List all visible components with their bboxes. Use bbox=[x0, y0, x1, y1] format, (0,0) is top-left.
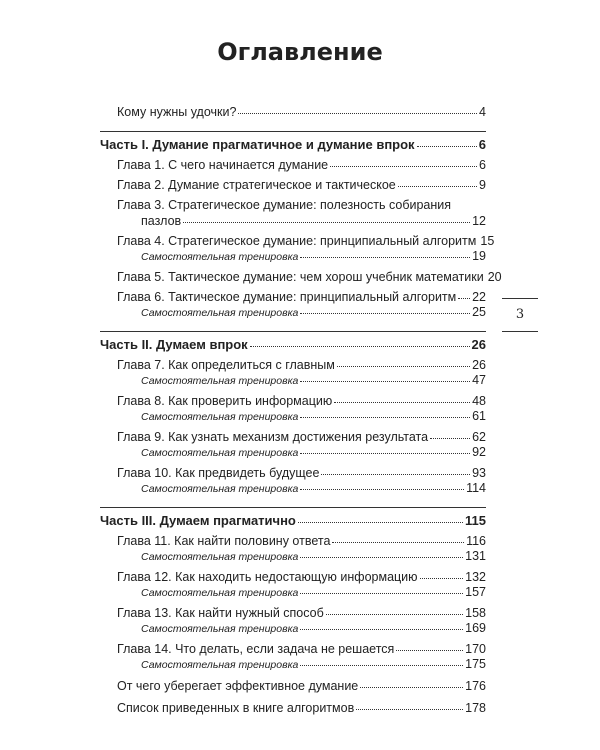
toc-chapter-text: Глава 14. Что делать, если задача не решается bbox=[117, 642, 395, 656]
toc-chapter-cont-text: пазлов bbox=[141, 214, 182, 228]
leader-dots bbox=[300, 312, 470, 314]
toc-training-text: Самостоятельная тренировка bbox=[141, 623, 299, 635]
toc-chapter-text: Глава 9. Как узнать механизм достижения результата bbox=[117, 430, 429, 444]
leader-dots bbox=[298, 521, 463, 523]
toc-chapter-text: Глава 3. Стратегическое думание: полезность собирания bbox=[117, 198, 452, 212]
toc-chapter-text: Глава 2. Думание стратегическое и тактическое bbox=[117, 178, 396, 192]
leader-dots bbox=[300, 488, 464, 490]
toc-training bbox=[141, 445, 486, 460]
toc-chapter-page: 20 bbox=[487, 270, 502, 284]
toc-tail bbox=[117, 678, 486, 694]
toc-part-text: Часть II. Думаем впрок bbox=[100, 337, 248, 352]
leader-dots bbox=[300, 452, 470, 454]
leader-dots bbox=[300, 592, 463, 594]
leader-dots bbox=[417, 145, 477, 147]
toc-training-text: Самостоятельная тренировка bbox=[141, 411, 299, 423]
toc-part bbox=[100, 507, 486, 529]
toc-training bbox=[141, 409, 486, 424]
toc-training-page: 169 bbox=[465, 621, 486, 635]
toc-training bbox=[141, 249, 486, 264]
toc-training bbox=[141, 481, 486, 496]
toc-training-text: Самостоятельная тренировка bbox=[141, 375, 299, 387]
toc-chapter-text: Глава 4. Стратегическое думание: принципиальный алгоритм bbox=[117, 234, 477, 248]
leader-dots bbox=[300, 628, 463, 630]
toc-tail bbox=[117, 700, 486, 716]
leader-dots bbox=[300, 664, 463, 666]
toc-training-page: 25 bbox=[472, 305, 486, 319]
toc-chapter bbox=[117, 157, 486, 173]
toc-training bbox=[141, 373, 486, 388]
toc-chapter bbox=[117, 429, 486, 445]
toc-chapter-page: 116 bbox=[466, 534, 486, 548]
toc-chapter-text: Глава 11. Как найти половину ответа bbox=[117, 534, 331, 548]
toc-chapter bbox=[117, 233, 495, 249]
toc-training bbox=[141, 585, 486, 600]
toc-chapter-text: Глава 5. Тактическое думание: чем хорош учебник математики bbox=[117, 270, 484, 284]
toc-chapter bbox=[117, 533, 486, 549]
leader-dots bbox=[356, 708, 463, 710]
leader-dots bbox=[430, 437, 470, 439]
toc-chapter-text: Глава 6. Тактическое думание: принципиальный алгоритм bbox=[117, 290, 457, 304]
toc-chapter-cont-page: 12 bbox=[472, 214, 486, 228]
leader-dots bbox=[183, 221, 470, 223]
toc-training bbox=[141, 621, 486, 636]
page-number-rule-bottom bbox=[502, 331, 538, 332]
leader-dots bbox=[398, 185, 477, 187]
toc-part-text: Часть III. Думаем прагматично bbox=[100, 513, 296, 528]
leader-dots bbox=[300, 416, 470, 418]
toc-chapter bbox=[117, 289, 486, 305]
leader-dots bbox=[321, 473, 470, 475]
toc-training-text: Самостоятельная тренировка bbox=[141, 483, 299, 495]
toc-part bbox=[100, 131, 486, 153]
toc-chapter bbox=[117, 605, 486, 621]
toc-training-text: Самостоятельная тренировка bbox=[141, 251, 299, 263]
toc-chapter-text: Глава 10. Как предвидеть будущее bbox=[117, 466, 320, 480]
toc-chapter-text: Глава 7. Как определиться с главным bbox=[117, 358, 335, 372]
toc-chapter bbox=[117, 269, 502, 285]
toc-chapter-page: 48 bbox=[472, 394, 486, 408]
toc-tail-text: От чего уберегает эффективное думание bbox=[117, 679, 359, 693]
toc-chapter-page: 22 bbox=[472, 290, 486, 304]
leader-dots bbox=[238, 112, 477, 114]
toc-chapter-text: Глава 12. Как находить недостающую информацию bbox=[117, 570, 418, 584]
toc-chapter-page: 26 bbox=[472, 358, 486, 372]
toc-training-page: 131 bbox=[465, 549, 486, 563]
toc-training bbox=[141, 657, 486, 672]
toc-tail-page: 178 bbox=[465, 701, 486, 715]
toc-training bbox=[141, 549, 486, 564]
leader-dots bbox=[250, 345, 470, 347]
toc-intro-page: 4 bbox=[479, 105, 486, 119]
toc-chapter-text: Глава 8. Как проверить информацию bbox=[117, 394, 333, 408]
toc-chapter bbox=[117, 177, 486, 193]
page-number-block bbox=[502, 298, 538, 332]
leader-dots bbox=[300, 556, 463, 558]
toc-chapter-page: 9 bbox=[479, 178, 486, 192]
toc-part-page: 6 bbox=[478, 137, 486, 152]
toc-intro-text: Кому нужны удочки? bbox=[117, 105, 237, 119]
toc-chapter bbox=[117, 641, 486, 657]
leader-dots bbox=[396, 649, 463, 651]
toc-training-page: 61 bbox=[472, 409, 486, 423]
toc-chapter-text: Глава 1. С чего начинается думание bbox=[117, 158, 329, 172]
page-title: Оглавление bbox=[217, 38, 383, 66]
toc-training-page: 114 bbox=[466, 481, 486, 495]
toc-training bbox=[141, 305, 486, 320]
toc-part-page: 26 bbox=[471, 337, 486, 352]
toc-chapter-page: 158 bbox=[465, 606, 486, 620]
toc-chapter bbox=[117, 465, 486, 481]
toc-tail-page: 176 bbox=[465, 679, 486, 693]
toc-training-page: 157 bbox=[465, 585, 486, 599]
toc-intro bbox=[117, 104, 486, 120]
toc-chapter-page: 15 bbox=[480, 234, 495, 248]
leader-dots bbox=[332, 541, 464, 543]
toc-training-page: 47 bbox=[472, 373, 486, 387]
toc-part-text: Часть I. Думание прагматичное и думание впрок bbox=[100, 137, 415, 152]
leader-dots bbox=[420, 577, 464, 579]
leader-dots bbox=[330, 165, 477, 167]
toc-training-page: 92 bbox=[472, 445, 486, 459]
toc-chapter-page: 132 bbox=[465, 570, 486, 584]
toc-chapter-page: 6 bbox=[479, 158, 486, 172]
toc-training-text: Самостоятельная тренировка bbox=[141, 551, 299, 563]
leader-dots bbox=[326, 613, 463, 615]
toc-chapter-text: Глава 13. Как найти нужный способ bbox=[117, 606, 324, 620]
leader-dots bbox=[300, 256, 470, 258]
toc-training-text: Самостоятельная тренировка bbox=[141, 307, 299, 319]
toc-chapter-page: 62 bbox=[472, 430, 486, 444]
toc-training-text: Самостоятельная тренировка bbox=[141, 659, 299, 671]
toc-chapter bbox=[117, 357, 486, 373]
toc-training-text: Самостоятельная тренировка bbox=[141, 447, 299, 459]
leader-dots bbox=[300, 380, 470, 382]
leader-dots bbox=[458, 297, 470, 299]
toc-part-page: 115 bbox=[465, 513, 486, 528]
toc-chapter bbox=[117, 569, 486, 585]
toc-part bbox=[100, 331, 486, 353]
toc-training-page: 19 bbox=[472, 249, 486, 263]
leader-dots bbox=[334, 401, 470, 403]
toc-tail-text: Список приведенных в книге алгоритмов bbox=[117, 701, 355, 715]
leader-dots bbox=[337, 365, 470, 367]
toc-chapter bbox=[117, 393, 486, 409]
toc-chapter bbox=[117, 197, 486, 213]
leader-dots bbox=[360, 686, 463, 688]
table-of-contents bbox=[100, 104, 502, 716]
toc-chapter-page: 93 bbox=[472, 466, 486, 480]
toc-chapter-cont bbox=[141, 213, 486, 229]
toc-training-page: 175 bbox=[465, 657, 486, 671]
page-number: 3 bbox=[515, 307, 525, 322]
toc-training-text: Самостоятельная тренировка bbox=[141, 587, 299, 599]
toc-chapter-page: 170 bbox=[465, 642, 486, 656]
